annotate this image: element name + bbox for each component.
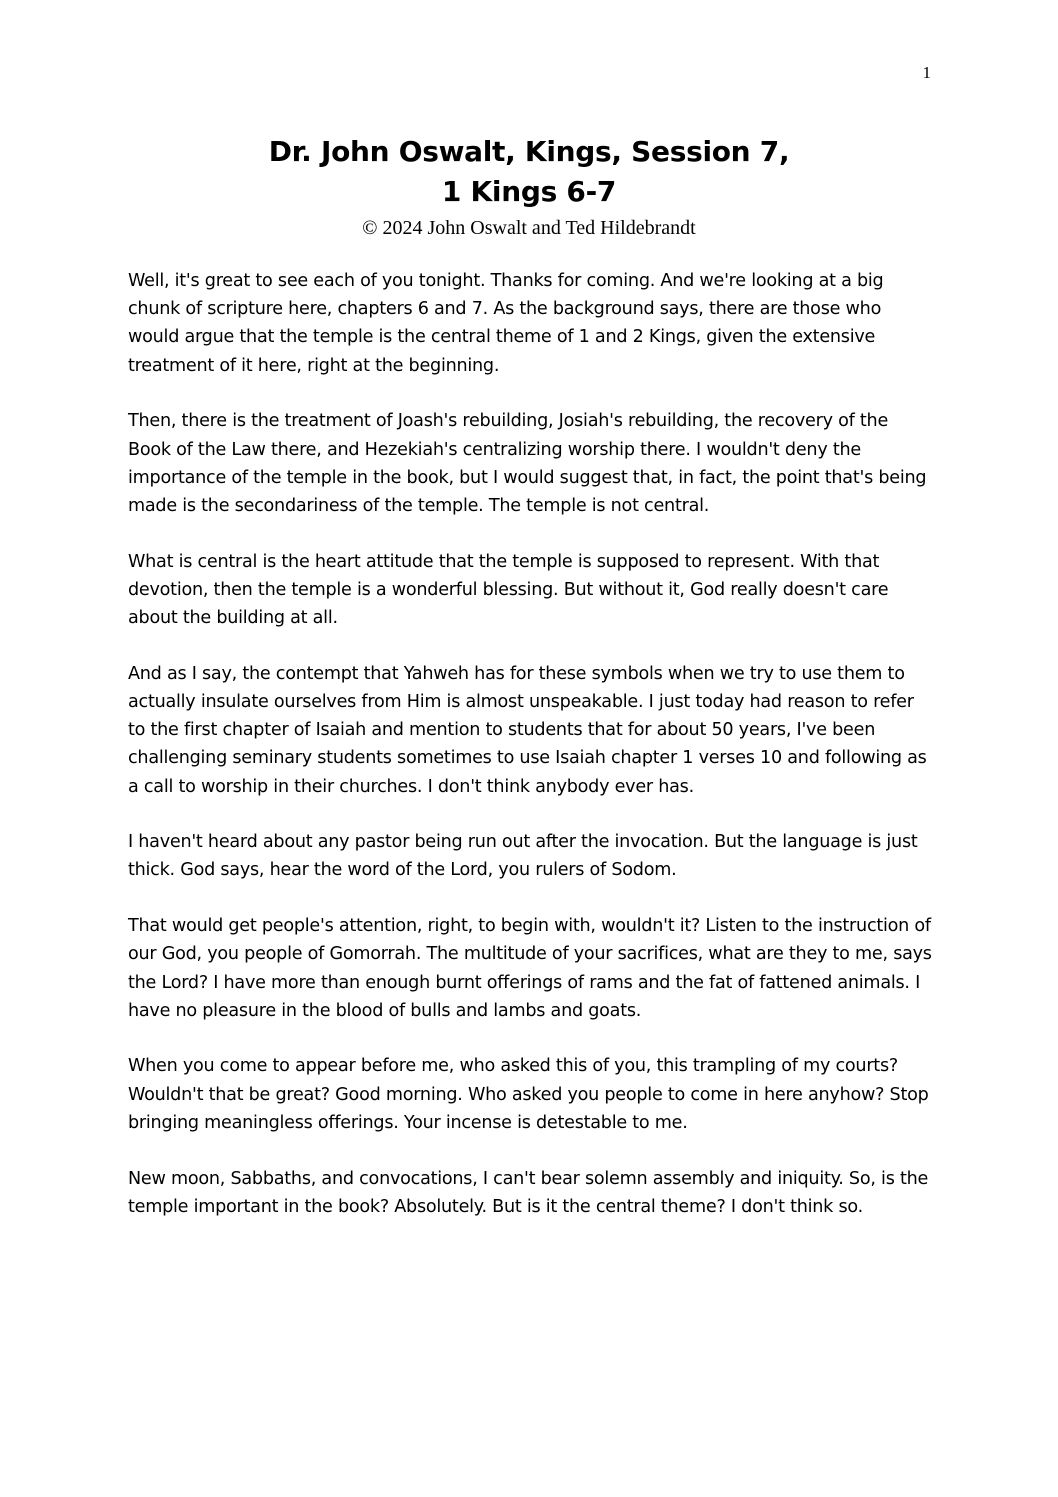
title-line-2: 1 Kings 6-7 — [441, 175, 617, 208]
paragraph: Well, it's great to see each of you tonight. Thanks for coming. And we're looking at a big chunk of scripture here, chapters 6 and 7. As the background says, there are those who would argue that the temple is the central theme of 1 and 2 Kings, given the extensive treatment of it here, right at the beginning. — [128, 271, 884, 376]
page-number: 1 — [922, 63, 931, 82]
paragraph: That would get people's attention, right, to begin with, wouldn't it? Listen to the instruction of our God, you people of Gomorrah. The multitude of your sacrifices, what are they to me, says the Lord? I have more than enough burnt offerings of rams and the fat of fattened animals. I have no pleasure in the blood of bulls and lambs and goats. — [128, 916, 932, 1021]
paragraph: New moon, Sabbaths, and convocations, I can't bear solemn assembly and iniquity. So, is the temple important in the book? Absolutely. But is it the central theme? I don't think so. — [128, 1168, 929, 1217]
paragraph: What is central is the heart attitude that the temple is supposed to represent. With that devotion, then the temple is a wonderful blessing. But without it, God really doesn't care about the building at all. — [128, 551, 889, 629]
paragraph: And as I say, the contempt that Yahweh has for these symbols when we try to use them to actually insulate ourselves from Him is almost unspeakable. I just today had reason to refer to the first chapter of Isaiah and mention to students that for about 50 years, I've been challenging seminary students sometimes to use Isaiah chapter 1 verses 10 and following as a call to worship in their churches. I don't think anybody ever has. — [128, 663, 927, 797]
paragraph: Then, there is the treatment of Joash's rebuilding, Josiah's rebuilding, the recovery of the Book of the Law there, and Hezekiah's centralizing worship there. I wouldn't deny the importance of the temple in the book, but I would suggest that, in fact, the point that's being made is the secondariness of the temple. The temple is not central. — [128, 411, 927, 516]
paragraph: When you come to appear before me, who asked this of you, this trampling of my courts? Wouldn't that be great? Good morning. Who asked you people to come in here anyhow? Stop bringing meaningless offerings. Your incense is detestable to me. — [128, 1056, 929, 1133]
document-title — [0, 132, 1058, 212]
title-line-1: Dr. John Oswalt, Kings, Session 7, — [268, 135, 790, 168]
copyright-notice: © 2024 John Oswalt and Ted Hildebrandt — [362, 217, 696, 239]
transcript-body — [128, 267, 936, 1248]
paragraph: I haven't heard about any pastor being run out after the invocation. But the language is just thick. God says, hear the word of the Lord, you rulers of Sodom. — [128, 832, 918, 881]
